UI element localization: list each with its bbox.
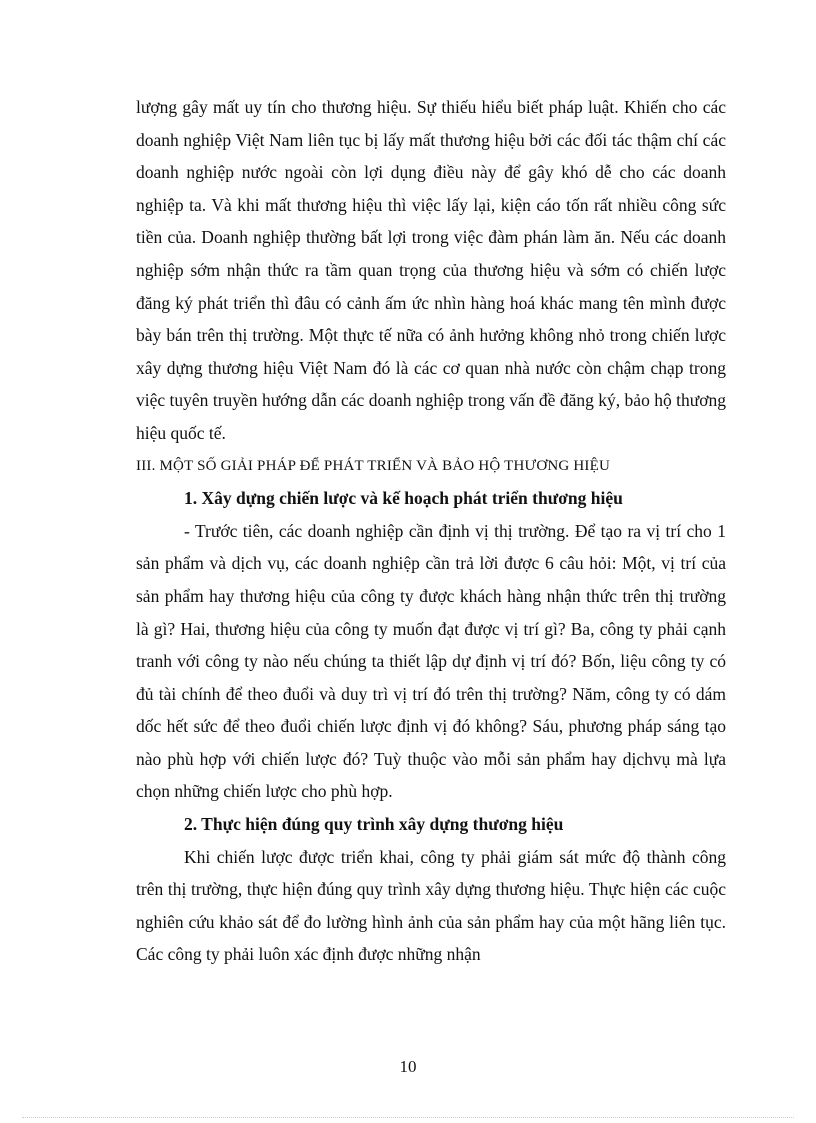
page-body	[136, 91, 726, 971]
subsection-1-heading: 1. Xây dựng chiến lược và kế hoạch phát triển thương hiệu	[184, 488, 623, 509]
subsection-2-heading: 2. Thực hiện đúng quy trình xây dựng thương hiệu	[184, 814, 564, 835]
subsection-2-paragraph: Khi chiến lược được triển khai, công ty phải giám sát mức độ thành công trên thị trường, thực hiện đúng quy trình xây dựng thương hiệu. Thực hiện các cuộc nghiên cứu khảo sát để đo lường hình ảnh của sản phẩm hay của một hãng liên tục. Các công ty phải luôn xác định được những nhận	[136, 846, 726, 965]
subsection-1-paragraph: - Trước tiên, các doanh nghiệp cần định vị thị trường. Để tạo ra vị trí cho 1 sản phẩm và dịch vụ, các doanh nghiệp cần trả lời được 6 câu hỏi: Một, vị trí của sản phẩm hay thương hiệu của công ty được khách hàng nhận thức trên thị trường là gì? Hai, thương hiệu của công ty muốn đạt được vị trí gì? Ba, công ty phải cạnh tranh với công ty nào nếu chúng ta thiết lập dự định vị trí đó? Bốn, liệu công ty có đủ tài chính để theo đuổi và duy trì vị trí đó trên thị trường? Năm, công ty có dám dốc hết sức để theo đuổi chiến lược định vị đó không? Sáu, phương pháp sáng tạo nào phù hợp với chiến lược đó? Tuỳ thuộc vào mỗi sản phẩm hay dịchvụ mà lựa chọn những chiến lược cho phù hợp.	[136, 520, 726, 802]
page-bottom-divider	[22, 1117, 794, 1118]
section-heading: III. MỘT SỐ GIẢI PHÁP ĐỂ PHÁT TRIỂN VÀ BẢO HỘ THƯƠNG HIỆU	[136, 457, 611, 474]
page-number: 10	[399, 1057, 417, 1076]
paragraph-continuation: lượng gây mất uy tín cho thương hiệu. Sự thiếu hiểu biết pháp luật. Khiến cho các doanh nghiệp Việt Nam liên tục bị lấy mất thương hiệu bởi các đối tác thậm chí các doanh nghiệp nước ngoài còn lợi dụng điều này để gây khó dễ cho các doanh nghiệp ta. Và khi mất thương hiệu thì việc lấy lại, kiện cáo tốn rất nhiều công sức tiền của. Doanh nghiệp thường bất lợi trong việc đàm phán làm ăn. Nếu các doanh nghiệp sớm nhận thức ra tầm quan trọng của thương hiệu và sớm có chiến lược đăng ký phát triển thì đâu có cảnh ấm ức nhìn hàng hoá khác mang tên mình được bày bán trên thị trường. Một thực tế nữa có ảnh hưởng không nhỏ trong chiến lược xây dựng thương hiệu Việt Nam đó là các cơ quan nhà nước còn chậm chạp trong việc tuyên truyền hướng dẫn các doanh nghiệp trong vấn đề đăng ký, bảo hộ thương hiệu quốc tế.	[136, 97, 726, 443]
